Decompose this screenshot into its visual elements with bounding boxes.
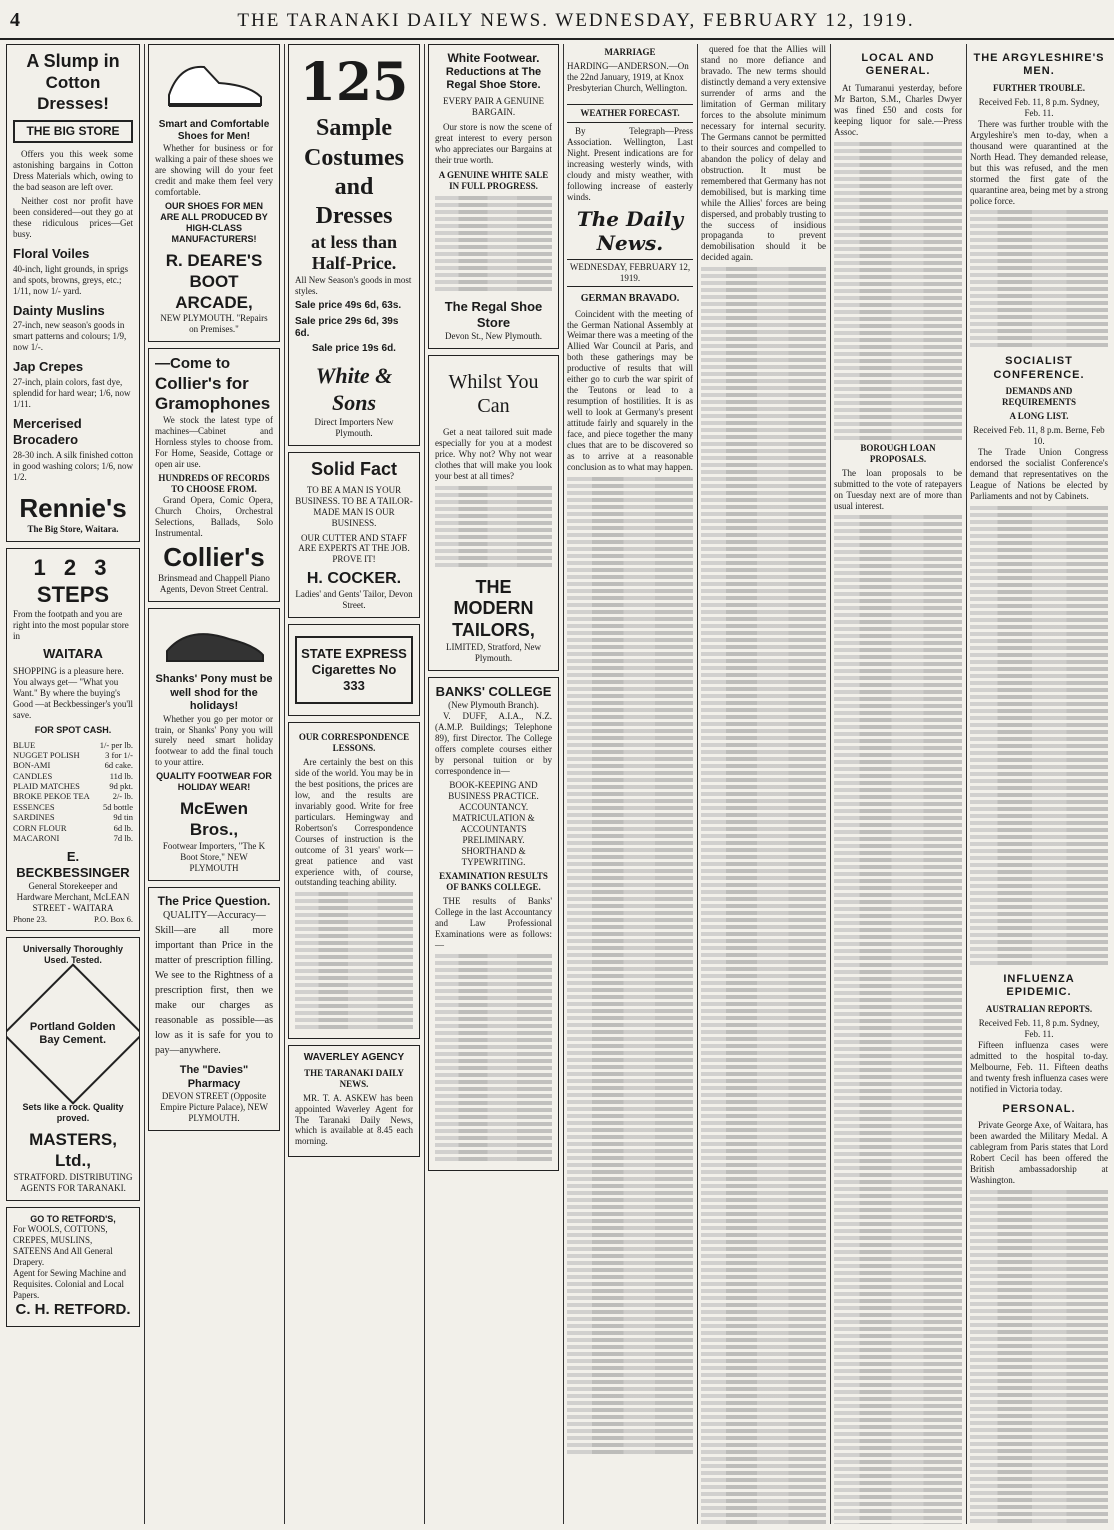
price-item: PLAID MATCHES: [13, 781, 80, 792]
price-row: [13, 760, 133, 770]
column-3: [288, 44, 420, 1524]
steps-numbers: 1 2 3: [33, 555, 113, 581]
price-value: 9d pkt.: [109, 781, 133, 792]
argyleshire-head: THE ARGYLESHIRE'S MEN.: [973, 52, 1105, 78]
cement-top: Universally Thoroughly Used. Tested.: [22, 944, 124, 966]
mcewen-ad: [148, 608, 280, 880]
white-sons-logo: White & Sons: [315, 363, 393, 415]
price-item: NUGGET POLISH: [13, 750, 80, 760]
long-list-head: A LONG LIST.: [1009, 411, 1069, 422]
price-item: MACARONI: [13, 832, 60, 843]
modern-tailors-ad: [428, 355, 559, 671]
cigarette-ad: [288, 624, 420, 716]
and-word: and: [334, 173, 374, 200]
white-sons-ad: [288, 44, 420, 446]
solid-fact-body: TO BE A MAN IS YOUR BUSINESS. TO BE A TAILOR-MADE MAN IS OUR BUSINESS.: [295, 484, 413, 528]
records-head: HUNDREDS OF RECORDS TO CHOOSE FROM.: [158, 472, 270, 494]
borough-loan-body: The loan proposals to be submitted to the vote of ratepayers on Tuesday next are of more than usual interest.: [834, 467, 962, 511]
column-5: [567, 44, 693, 1524]
sale-125: 125: [299, 52, 409, 113]
price-question-body: QUALITY—Accuracy—Skill—are all more important than Price in the matter of prescription filling. We see to the Rightness of a prescription first, then we make our charges as reasonable as possible—as low as it is safe for you to pay—anywhere.: [155, 910, 273, 1057]
body-text-lines: [834, 515, 962, 1524]
column-rule: [697, 44, 698, 1524]
banks-body: V. DUFF, A.I.A., N.Z. (A.M.P. Buildings; Telephone 89), first Director. The College offers complete courses either by personal tuition or by correspondence in—: [435, 711, 552, 776]
retford-ad: [6, 1207, 140, 1327]
newspaper-title: THE TARANAKI DAILY NEWS. WEDNESDAY, FEBRUARY 12, 1919.: [237, 10, 915, 31]
weather-body: By Telegraph—Press Association. Wellington, Last Night. Present indications are for increasing westerly winds, with cloudy and misty weather, with following increase of easterly winds.: [567, 125, 693, 202]
mcewen-name: McEwen Bros.,: [179, 799, 249, 840]
shanks-body: Whether you go per motor or train, or Shanks' Pony you will surely need smart holiday footwear to add the final touch to your attire.: [155, 713, 273, 768]
colliers-body: We stock the latest type of machines—Cabinet and Hornless styles to choose from. For Home, Seaside, Cottage or open air use.: [155, 415, 273, 469]
every-pair: EVERY PAIR A GENUINE BARGAIN.: [442, 96, 545, 118]
genuine-sale: A GENUINE WHITE SALE IN FULL PROGRESS.: [438, 170, 549, 192]
shoe-body: Whether for business or for walking a pair of these shoes we are showing will do your feet credit and make them feel very comfortable.: [155, 143, 273, 198]
phone: Phone 23.: [13, 913, 47, 924]
date-line: WEDNESDAY, FEBRUARY 12, 1919.: [567, 259, 693, 287]
waverley-body: MR. T. A. ASKEW has been appointed Waverley Agent for The Taranaki Daily News, which is available at 8.45 each morning.: [295, 1092, 413, 1147]
price-item: BLUE: [13, 739, 36, 750]
corr-body: Are certainly the best on this side of the world. You may be in the best positions, the prices are low, and the results are invariably good. Write for free particulars. Hemingway and Robertson's Correspondence Courses of instruction is the outcome of 31 years' work—great patience and vast experience with, of course, outstanding teaching ability.: [295, 756, 413, 888]
masters-sub: STRATFORD. DISTRIBUTING AGENTS FOR TARANAKI.: [13, 1171, 133, 1193]
shoe-nz: OUR SHOES FOR MEN ARE ALL PRODUCED BY HIGH-CLASS MANUFACTURERS!: [160, 201, 268, 245]
price-value: 6d cake.: [104, 760, 133, 771]
bravado-head: GERMAN BRAVADO.: [580, 293, 680, 305]
mcewen-sub: Footwear Importers, "The K Boot Store," NEW PLYMOUTH: [162, 840, 266, 873]
sale-price-line: Sale price 19s 6d.: [312, 342, 396, 354]
item-desc: 27-inch, new season's goods in smart patterns and colours; 1/9, now 1/-.: [13, 320, 127, 353]
column-1: [6, 44, 140, 1524]
whilst-head: Whilst You Can: [448, 370, 539, 418]
item-desc: 40-inch, light grounds, in sprigs and spots, browns, greys, etc.; 1/11, now 1/- yard.: [13, 263, 128, 296]
price-value: 3 for 1/-: [105, 750, 133, 760]
personal-head: PERSONAL.: [1002, 1102, 1076, 1115]
costumes-word: Costumes: [304, 144, 404, 171]
column-4: [428, 44, 559, 1524]
corr-head: OUR CORRESPONDENCE LESSONS.: [298, 731, 410, 753]
big-store-ad: [6, 44, 140, 542]
records-body: Grand Opera, Comic Opera, Church Choirs, Orchestral Selections, Ballads, Solo Instrumental.: [155, 494, 273, 538]
solid-fact-head: Solid Fact: [310, 458, 397, 479]
price-item: SARDINES: [13, 812, 55, 823]
price-row: [13, 823, 133, 833]
sale-price-line: Sale price 49s 6d, 63s.: [295, 300, 402, 312]
body-text-lines: [970, 1190, 1108, 1524]
retford-name: C. H. RETFORD.: [15, 1301, 131, 1319]
price-row: [13, 802, 133, 812]
influenza-body: Fifteen influenza cases were admitted to the hospital to-day. Melbourne, Feb. 11. Fifteen deaths and twenty fresh influenza cases were notified in Victoria today.: [970, 1039, 1108, 1094]
personal-body: Private George Axe, of Waitara, has been awarded the Military Medal. A cablegram from Paris states that Lord Robert Cecil has been offered the British ambassadorship at Washington.: [970, 1119, 1108, 1185]
modern-tailors-name: THE MODERN TAILORS,: [452, 576, 535, 641]
body-text-lines: [435, 486, 552, 567]
local-general-body: At Tumaranui yesterday, before Mr Barton, S.M., Charles Dwyer was fined £50 and costs for keeping liquor for sale.—Press Assoc.: [834, 82, 962, 137]
body-text-lines: [970, 210, 1108, 347]
po-box: P.O. Box 6.: [94, 913, 133, 924]
quality-footwear: QUALITY FOOTWEAR FOR HOLIDAY WEAR!: [156, 771, 272, 793]
item-name: Jap Crepes: [13, 359, 84, 375]
state-express-logo: STATE EXPRESS Cigarettes No 333: [295, 636, 413, 704]
price-item: CORN FLOUR: [13, 822, 67, 833]
price-value: 1/- per lb.: [99, 739, 133, 750]
colliers-ad: [148, 348, 280, 602]
cement-name: Portland Golden Bay Cement.: [30, 1020, 116, 1047]
column-7: [834, 44, 962, 1524]
neither-text: Neither cost nor profit have been considered—out they go at these ridiculous prices—Get busy.: [13, 195, 133, 239]
price-item: ESSENCES: [13, 801, 55, 812]
column-rule: [563, 44, 564, 1524]
price-row: [13, 771, 133, 781]
cement-ad: [6, 937, 140, 1200]
column-rule: [144, 44, 145, 1524]
price-question-head: The Price Question.: [157, 893, 271, 908]
cutter-text: OUR CUTTER AND STAFF ARE EXPERTS AT THE JOB. PROVE IT!: [298, 532, 410, 565]
banks-list: BOOK-KEEPING AND BUSINESS PRACTICE. ACCOUNTANCY. MATRICULATION & ACCOUNTANTS PRELIMINARY. SHORTHAND & TYPEWRITING.: [448, 779, 539, 867]
whilst-body: Get a neat tailored suit made especially for you at a modest price. Why not? Why not wear clothes that will make you look your best at all times?: [435, 426, 552, 481]
davies-sub: DEVON STREET (Opposite Empire Picture Palace), NEW PLYMOUTH.: [160, 1091, 268, 1124]
diamond-emblem: [6, 963, 140, 1104]
retford-agent: Agent for Sewing Machine and Requisites. Colonial and Local Papers.: [13, 1268, 126, 1301]
column-6: [701, 44, 826, 1524]
exam-body: THE results of Banks' College in the last Accountancy and Law Professional Examinations were as follows:—: [435, 895, 552, 950]
demands-head: DEMANDS AND REQUIREMENTS: [1001, 386, 1076, 408]
sample-word: Sample: [315, 115, 392, 142]
argyleshire-body: There was further trouble with the Argyleshire's men to-day, when a thousand were quarantined at the North Head. They demanded release, but this was refused, and the men stormed the first gate of the quarantine area, being met by a strong police force.: [970, 118, 1108, 206]
aus-reports-head: AUSTRALIAN REPORTS.: [985, 1003, 1093, 1014]
dateline: Received Feb. 11, 8 p.m. Sydney, Feb. 11.: [978, 96, 1100, 118]
item-name: Floral Voiles: [13, 245, 90, 261]
column-2: [148, 44, 280, 1524]
reductions-head: Reductions at The Regal Shoe Store.: [445, 65, 542, 92]
banks-head: BANKS' COLLEGE: [435, 684, 552, 700]
new-season-text: All New Season's goods in most styles.: [295, 275, 412, 297]
big-store-logo: THE BIG STORE: [13, 120, 133, 143]
come-to: —Come to: [155, 355, 230, 373]
colliers-addr: Brinsmead and Chappell Piano Agents, Devon Street Central.: [158, 573, 270, 595]
price-value: 7d lb.: [113, 832, 133, 843]
shopping-text: SHOPPING is a pleasure here. You always get— "What you Want." By where the buying's Good —at Beckbessinger's you'll save.: [13, 665, 133, 720]
body-text-lines: [295, 892, 413, 1029]
price-row: [13, 791, 133, 801]
column-rule: [830, 44, 831, 1524]
price-list-lines: [435, 196, 552, 291]
colliers-head: Collier's for Gramophones: [155, 373, 271, 414]
price-item: BON-AMI: [13, 760, 51, 771]
steps-desc: From the footpath and you are right into the most popular store in: [13, 609, 129, 641]
colliers-logo: Collier's: [163, 541, 265, 572]
bravado-body: Coincident with the meeting of the German National Assembly at Weimar there was a meeting of the Allied War Council at Paris, and both these gatherings may be productive of results that will either go to curb the war spirit of the Teutons or lead to a resumption of hostilities. It is as well to look at Germany's present attitude fairly and squarely in the face, and piece together the many clues that are to be discovered so as to arrive at a reasonable conclusion as to what may happen.: [567, 308, 693, 473]
davies-name: The "Davies" Pharmacy: [179, 1064, 249, 1090]
borough-loan-head: BOROUGH LOAN PROPOSALS.: [860, 442, 936, 464]
less-than: at less than: [310, 231, 397, 252]
body-text-lines: [435, 954, 552, 1161]
price-value: 6d lb.: [113, 822, 133, 833]
contact-row: [13, 914, 133, 924]
beckbessinger-name: E. BECKBESSINGER: [16, 849, 130, 881]
price-item: BROKE PEKOE TEA: [13, 791, 90, 802]
shoe-head: Smart and Comfortable Shoes for Men!: [158, 119, 270, 143]
local-general-head: LOCAL AND GENERAL.: [861, 52, 935, 78]
dresses-word: Dresses: [315, 203, 393, 230]
offers-text: Offers you this week some astonishing bargains in Cotton Dress Materials which, owing to the bad season are left over.: [13, 149, 133, 192]
banks-sub: (New Plymouth Branch).: [448, 700, 539, 711]
modern-tailors-sub: LIMITED, Stratford, New Plymouth.: [446, 642, 541, 664]
deare-name: R. DEARE'S BOOT ARCADE,: [165, 251, 263, 312]
beckbessinger-ad: [6, 548, 140, 931]
white-sons-sub: Direct Importers New Plymouth.: [314, 416, 394, 438]
retford-head: GO TO RETFORD'S,: [30, 1213, 116, 1224]
column-rule: [424, 44, 425, 1524]
retford-list: For WOOLS, COTTONS, CREPES, MUSLINS, SATEENS And All General Drapery.: [13, 1224, 113, 1268]
item-name: Dainty Muslins: [13, 302, 105, 318]
dateline: Received Feb. 11, 8 p.m. Sydney, Feb. 11.: [978, 1017, 1100, 1039]
sale-price-line: Sale price 29s 6d, 39s 6d.: [295, 315, 399, 339]
price-row: [13, 833, 133, 843]
page-number: 4: [10, 9, 20, 31]
davies-ad: [148, 887, 280, 1131]
price-item: CANDLES: [13, 770, 53, 781]
daily-news-masthead: The Daily News.: [576, 206, 684, 256]
cocker-name: H. COCKER.: [306, 570, 402, 588]
body-text-lines: [970, 506, 1108, 965]
column-rule: [966, 44, 967, 1524]
item-name: Mercerised Brocadero: [13, 416, 82, 447]
regal-name: The Regal Shoe Store: [444, 299, 543, 331]
masthead: [0, 0, 1114, 40]
regal-body: Our store is now the scene of great interest to every person who appreciates our Bargains at their true worth.: [435, 122, 552, 166]
socialist-head: SOCIALIST CONFERENCE.: [993, 355, 1085, 381]
waverley-head: WAVERLEY AGENCY: [303, 1052, 405, 1064]
daily-news-name: THE TARANAKI DAILY NEWS.: [304, 1067, 404, 1089]
shoe-icon: [159, 619, 269, 669]
waitara-title: WAITARA: [43, 645, 103, 661]
slump-line-2: Cotton Dresses!: [37, 72, 109, 113]
item-desc: 27-inch, plain colors, fast dye, splendid for hard wear; 1/6, now 1/11.: [13, 377, 131, 410]
masters-name: MASTERS, Ltd.,: [29, 1130, 117, 1170]
shanks-head: Shanks' Pony must be well shod for the holidays!: [155, 673, 273, 713]
deare-sub: NEW PLYMOUTH. "Repairs on Premises.": [160, 313, 268, 335]
price-row: [13, 812, 133, 822]
marriage-head: MARRIAGE: [604, 47, 656, 57]
steps-title: STEPS: [36, 582, 110, 608]
price-row: [13, 781, 133, 791]
shoe-icon: [159, 55, 269, 115]
influenza-head: INFLUENZA EPIDEMIC.: [1003, 972, 1075, 999]
waverley-ad: [288, 1045, 420, 1157]
price-value: 9d tin: [113, 812, 133, 823]
column-rule: [284, 44, 285, 1524]
body-text-lines: [567, 477, 693, 1454]
cement-bottom: Sets like a rock. Quality proved.: [22, 1102, 124, 1124]
item-desc: 28-30 inch. A silk finished cotton in good washing colors; 1/6, now 1/2.: [13, 449, 133, 482]
body-text-lines: [834, 142, 962, 440]
rennies-logo: Rennie's: [19, 492, 127, 523]
rennies-sub: The Big Store, Waitara.: [27, 524, 119, 535]
price-row: [13, 750, 133, 760]
cocker-ad: [288, 452, 420, 618]
bravado-continued: quered foe that the Allies will stand no more defiance and bravado. The new terms should distinctly demand a very extensive surrender of arms and the limitation of German military forces to the absolute minimum necessary for internal security. The Germans cannot be permitted to their sources and compelled to abandon the policy of delay and obstruction. It must be remembered that Germany has not demobilised, but is marking time while the Allies' forces are being dispersed, and probably trusting to the success of insidious propaganda to prevent demobilisation should it be decided again.: [701, 44, 826, 263]
correspondence-ad: [288, 722, 420, 1040]
further-trouble: FURTHER TROUBLE.: [992, 82, 1086, 93]
body-text-lines: [701, 267, 826, 1524]
deare-ad: [148, 44, 280, 342]
price-value: 11d lb.: [109, 770, 133, 781]
spot-cash-head: FOR SPOT CASH.: [34, 724, 112, 735]
banks-college-ad: [428, 677, 559, 1171]
cocker-sub: Ladies' and Gents' Tailor, Devon Street.: [295, 588, 413, 610]
white-footwear-head: White Footwear.: [447, 51, 540, 65]
marriage-notice: HARDING—ANDERSON.—On the 22nd January, 1919, at Knox Presbyterian Church, Wellington.: [567, 60, 689, 93]
regal-ad: [428, 44, 559, 349]
column-8: [970, 44, 1108, 1524]
socialist-body: The Trade Union Congress endorsed the socialist Conference's demand that representatives on the League of Nations be elected by Parliaments and not by Cabinets.: [970, 447, 1108, 501]
price-value: 2/- lb.: [112, 791, 133, 802]
slump-line-1: A Slump in: [26, 51, 120, 71]
dateline: Received Feb. 11, 8 p.m. Berne, Feb 10.: [973, 425, 1105, 447]
weather-head: WEATHER FORECAST.: [567, 104, 693, 123]
beckbessinger-sub: General Storekeeper and Hardware Merchant, McLEAN STREET - WAITARA: [16, 880, 130, 913]
regal-addr: Devon St., New Plymouth.: [444, 330, 542, 341]
exam-head: EXAMINATION RESULTS OF BANKS COLLEGE.: [439, 870, 548, 892]
price-value: 5d bottle: [103, 801, 133, 812]
half-price: Half-Price.: [311, 253, 397, 274]
price-row: [13, 740, 133, 750]
